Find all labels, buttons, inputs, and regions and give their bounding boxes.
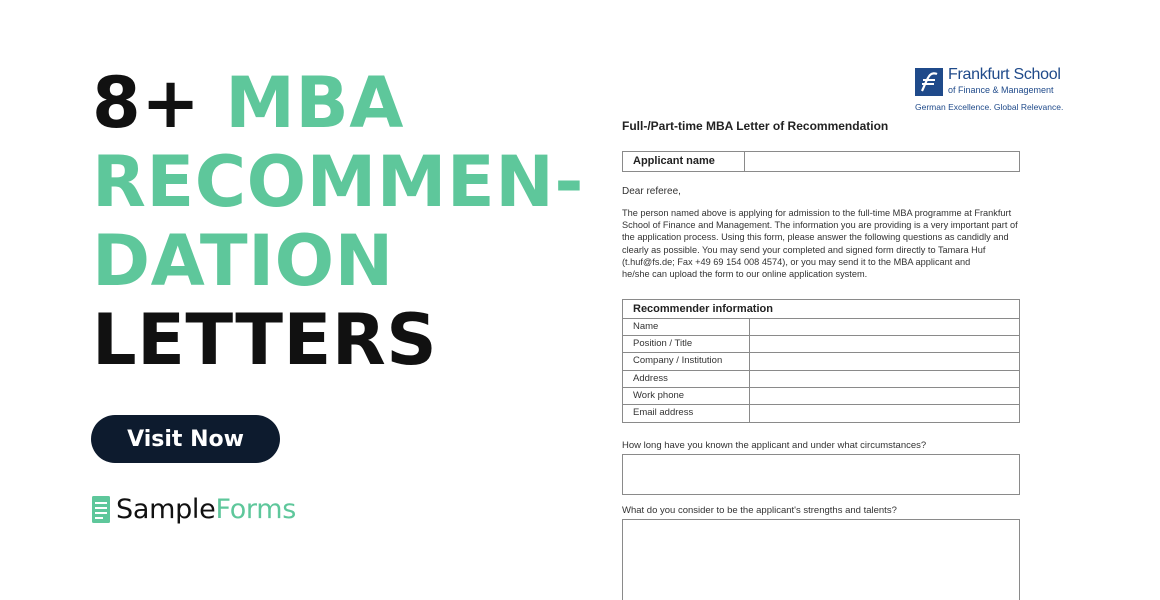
recommendation-form-preview: [600, 56, 1070, 600]
fs-subtitle: of Finance & Management: [948, 85, 1054, 95]
table-row: [623, 336, 1019, 353]
field-value: [750, 371, 1019, 387]
brand-name: SampleForms: [116, 493, 297, 525]
applicant-name-row: [622, 151, 1020, 172]
headline-line-3: DATION: [92, 220, 394, 302]
applicant-name-field: [745, 152, 1019, 171]
recommender-info-heading: Recommender information: [623, 300, 1019, 319]
field-value: [750, 336, 1019, 352]
document-icon: [92, 496, 110, 523]
paragraph-line: he/she can upload the form to our online application system.: [622, 268, 868, 279]
question-1: How long have you known the applicant and under what circumstances?: [622, 440, 927, 451]
intro-paragraph: [622, 207, 1020, 280]
answer-2-box: [622, 519, 1020, 600]
question-2: What do you consider to be the applicant's strengths and talents?: [622, 505, 897, 516]
table-row: [623, 388, 1019, 405]
paragraph-line: the application process. Using this form, please answer the following questions as candidly and: [622, 232, 1009, 243]
field-label: Email address: [623, 405, 750, 422]
field-label: Address: [623, 371, 750, 387]
field-label: Company / Institution: [623, 353, 750, 369]
headline: [92, 64, 584, 380]
headline-number: 8+: [92, 62, 201, 144]
paragraph-line: School of Finance and Management. The information you are providing is a very important part of: [622, 220, 1018, 231]
table-row: [623, 371, 1019, 388]
headline-line-4: LETTERS: [92, 299, 438, 381]
headline-line-1: [92, 64, 584, 143]
applicant-name-label: Applicant name: [623, 152, 745, 171]
fs-tagline: German Excellence. Global Relevance.: [915, 102, 1064, 112]
frankfurt-school-logo: [915, 66, 1065, 116]
headline-line-2: RECOMMEN-: [92, 141, 584, 223]
fs-logo-icon: [915, 68, 943, 96]
visit-now-button[interactable]: Visit Now: [91, 415, 280, 463]
paragraph-line: clearly as possible. You may send your completed and signed form directly to Tamara Huf: [622, 244, 986, 255]
paragraph-line: (t.huf@fs.de; Fax +49 69 154 008 4574), or you may send it to the MBA applicant and: [622, 256, 971, 267]
field-label: Position / Title: [623, 336, 750, 352]
field-label: Work phone: [623, 388, 750, 404]
form-title: Full-/Part-time MBA Letter of Recommendation: [622, 119, 889, 133]
answer-1-box: [622, 454, 1020, 495]
field-value: [750, 405, 1019, 422]
table-row: [623, 319, 1019, 336]
table-row: [623, 405, 1019, 422]
field-value: [750, 353, 1019, 369]
field-value: [750, 388, 1019, 404]
recommender-info-table: [622, 299, 1020, 423]
paragraph-line: The person named above is applying for admission to the full-time MBA programme at Frankfurt: [622, 208, 1012, 218]
sampleforms-logo[interactable]: [92, 494, 296, 524]
salutation: Dear referee,: [622, 186, 681, 197]
field-value: [750, 319, 1019, 335]
table-row: [623, 353, 1019, 370]
headline-mba: MBA: [225, 62, 404, 144]
fs-name: Frankfurt School: [948, 66, 1061, 83]
field-label: Name: [623, 319, 750, 335]
